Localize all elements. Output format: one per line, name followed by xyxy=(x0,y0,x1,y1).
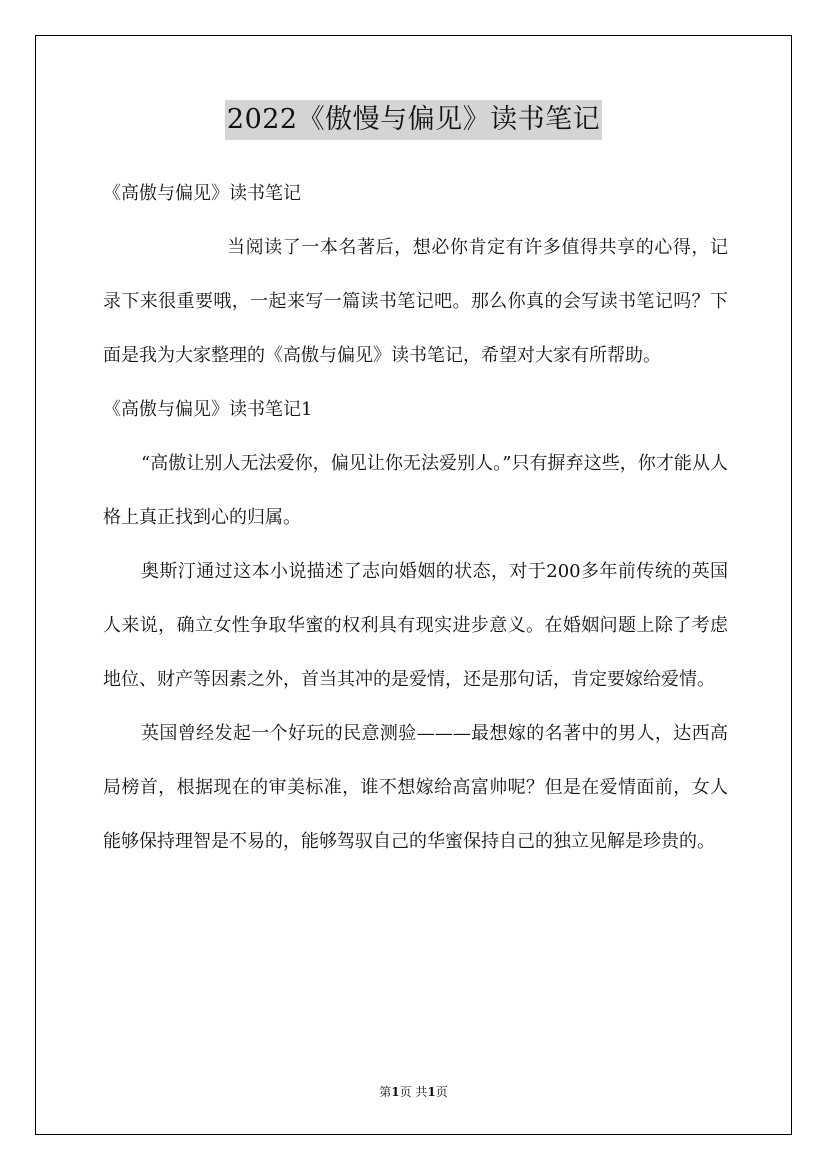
footer-total-pages: 1 xyxy=(427,1085,436,1099)
section-heading: 《高傲与偏见》读书笔记 xyxy=(103,183,301,204)
intro-paragraph: 当阅读了一本名著后，想必你肯定有许多值得共享的心得，记录下来很重要哦，一起来写一篇读书笔记吧。那么你真的会写读书笔记吗？下面是我为大家整理的《高傲与偏见》读书笔记，希望对大家有所帮助。 xyxy=(103,237,728,366)
body-paragraph: “高傲让别人无法爱你，偏见让你无法爱别人。”只有摒弃这些，你才能从人格上真正找到心的归属。 xyxy=(103,453,728,528)
body-paragraph: 奥斯汀通过这本小说描述了志向婚姻的状态，对于200多年前传统的英国人来说，确立女性争取华蜜的权利具有现实进步意义。在婚姻问题上除了考虑地位、财产等因素之外，首当其冲的是爱情，还是那句话，肯定要嫁给爱情。 xyxy=(103,561,728,690)
footer-suffix: 页 xyxy=(435,1085,448,1099)
document-body xyxy=(103,167,728,869)
footer-page-number: 1 xyxy=(391,1085,400,1099)
page-footer xyxy=(0,1083,827,1100)
body-paragraph: 英国曾经发起一个好玩的民意测验———最想嫁的名著中的男人，达西高局榜首，根据现在的审美标准，谁不想嫁给高富帅呢？但是在爱情面前，女人能够保持理智是不易的，能够驾驭自己的华蜜保持自己的独立见解是珍贵的。 xyxy=(103,723,728,852)
section-heading: 《高傲与偏见》读书笔记1 xyxy=(103,399,313,420)
footer-middle: 页 共 xyxy=(399,1085,428,1099)
footer-prefix: 第 xyxy=(379,1085,392,1099)
document-title: 2022《傲慢与偏见》读书笔记 xyxy=(225,100,602,140)
title-container xyxy=(0,100,827,140)
